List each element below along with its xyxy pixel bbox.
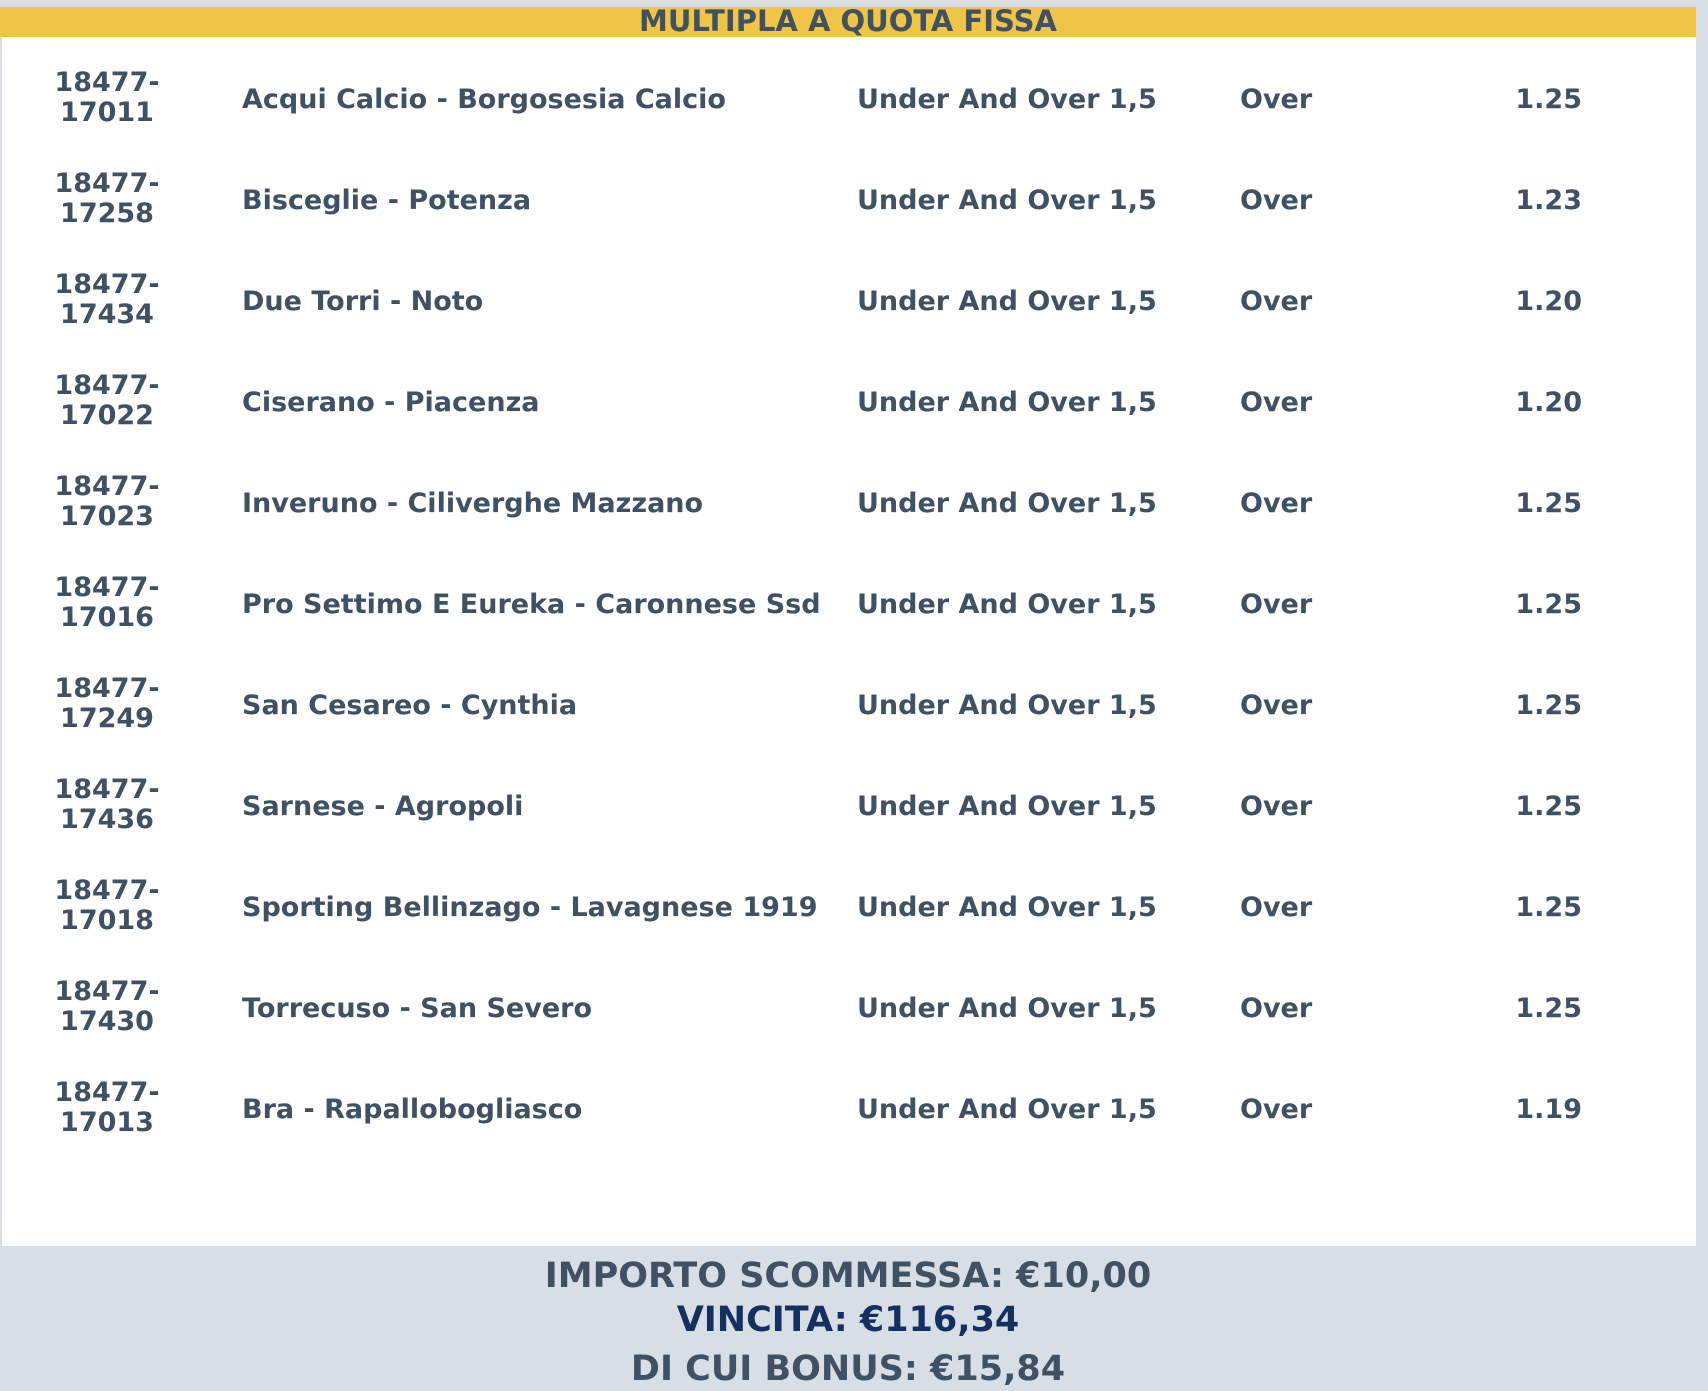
event-name: Due Torri - Noto: [242, 286, 484, 317]
odds-value: 1.25: [1515, 892, 1582, 923]
event-name: San Cesareo - Cynthia: [242, 690, 578, 721]
stake-amount: IMPORTO SCOMMESSA: €10,00: [544, 1256, 1152, 1296]
bet-code-number: 17022: [60, 400, 154, 431]
selection: Over: [1240, 488, 1313, 519]
market-name: Under And Over 1,5: [857, 488, 1157, 519]
odds-value: 1.20: [1515, 286, 1582, 317]
odds-value: 1.25: [1515, 488, 1582, 519]
event-name: Sarnese - Agropoli: [242, 791, 524, 822]
potential-win: VINCITA: €116,34: [676, 1300, 1020, 1340]
bet-row: [2, 753, 1696, 863]
bet-code-prefix: 18477-: [54, 976, 160, 1007]
bet-code-number: 17258: [60, 198, 154, 229]
bet-code-number: 17011: [60, 97, 154, 128]
market-name: Under And Over 1,5: [857, 589, 1157, 620]
event-name: Acqui Calcio - Borgosesia Calcio: [242, 84, 726, 115]
bet-code-prefix: 18477-: [54, 673, 160, 704]
selection: Over: [1240, 892, 1313, 923]
event-name: Sporting Bellinzago - Lavagnese 1919: [242, 892, 818, 923]
ticket-title: MULTIPLA A QUOTA FISSA: [0, 7, 1696, 37]
event-name: Pro Settimo E Eureka - Caronnese Ssd: [242, 589, 821, 620]
market-name: Under And Over 1,5: [857, 993, 1157, 1024]
odds-value: 1.25: [1515, 791, 1582, 822]
bet-code: [42, 270, 172, 330]
odds-value: 1.20: [1515, 387, 1582, 418]
selection: Over: [1240, 84, 1313, 115]
bet-code-number: 17016: [60, 602, 154, 633]
bet-list: [2, 37, 1696, 1246]
odds-value: 1.25: [1515, 589, 1582, 620]
event-name: Bisceglie - Potenza: [242, 185, 532, 216]
bet-row: [2, 955, 1696, 1065]
odds-value: 1.25: [1515, 993, 1582, 1024]
odds-value: 1.19: [1515, 1094, 1582, 1125]
bet-row: [2, 1056, 1696, 1166]
market-name: Under And Over 1,5: [857, 892, 1157, 923]
bet-code: [42, 573, 172, 633]
bet-row: [2, 349, 1696, 459]
bet-code-number: 17249: [60, 703, 154, 734]
bet-code: [42, 472, 172, 532]
bet-code-prefix: 18477-: [54, 1077, 160, 1108]
selection: Over: [1240, 185, 1313, 216]
bet-code-number: 17436: [60, 804, 154, 835]
bet-code-prefix: 18477-: [54, 875, 160, 906]
right-edge: [1696, 0, 1708, 1382]
bet-code: [42, 169, 172, 229]
bet-code: [42, 68, 172, 128]
bet-code-number: 17430: [60, 1006, 154, 1037]
market-name: Under And Over 1,5: [857, 1094, 1157, 1125]
bet-row: [2, 652, 1696, 762]
event-name: Torrecuso - San Severo: [242, 993, 592, 1024]
selection: Over: [1240, 1094, 1313, 1125]
event-name: Ciserano - Piacenza: [242, 387, 540, 418]
bet-row: [2, 551, 1696, 661]
selection: Over: [1240, 286, 1313, 317]
bet-row: [2, 450, 1696, 560]
bet-code-prefix: 18477-: [54, 168, 160, 199]
bonus-amount: DI CUI BONUS: €15,84: [630, 1349, 1066, 1389]
bet-row: [2, 46, 1696, 156]
bet-code-number: 17013: [60, 1107, 154, 1138]
bet-code-prefix: 18477-: [54, 269, 160, 300]
market-name: Under And Over 1,5: [857, 387, 1157, 418]
bet-code-prefix: 18477-: [54, 370, 160, 401]
bet-code: [42, 876, 172, 936]
bet-code: [42, 775, 172, 835]
selection: Over: [1240, 387, 1313, 418]
event-name: Bra - Rapallobogliasco: [242, 1094, 583, 1125]
bet-code-number: 17018: [60, 905, 154, 936]
bet-code-prefix: 18477-: [54, 471, 160, 502]
bet-code-prefix: 18477-: [54, 774, 160, 805]
bet-code-prefix: 18477-: [54, 67, 160, 98]
market-name: Under And Over 1,5: [857, 286, 1157, 317]
market-name: Under And Over 1,5: [857, 791, 1157, 822]
bet-code: [42, 371, 172, 431]
bet-row: [2, 854, 1696, 964]
odds-value: 1.23: [1515, 185, 1582, 216]
odds-value: 1.25: [1515, 84, 1582, 115]
bet-row: [2, 147, 1696, 257]
bet-row: [2, 248, 1696, 358]
bet-code: [42, 1078, 172, 1138]
selection: Over: [1240, 993, 1313, 1024]
bet-code: [42, 977, 172, 1037]
top-strip: [0, 0, 1708, 7]
selection: Over: [1240, 589, 1313, 620]
odds-value: 1.25: [1515, 690, 1582, 721]
selection: Over: [1240, 690, 1313, 721]
market-name: Under And Over 1,5: [857, 84, 1157, 115]
market-name: Under And Over 1,5: [857, 690, 1157, 721]
bet-code-prefix: 18477-: [54, 572, 160, 603]
event-name: Inveruno - Ciliverghe Mazzano: [242, 488, 704, 519]
bet-code: [42, 674, 172, 734]
bet-code-number: 17023: [60, 501, 154, 532]
selection: Over: [1240, 791, 1313, 822]
ticket-summary: [0, 1246, 1696, 1389]
bet-code-number: 17434: [60, 299, 154, 330]
market-name: Under And Over 1,5: [857, 185, 1157, 216]
